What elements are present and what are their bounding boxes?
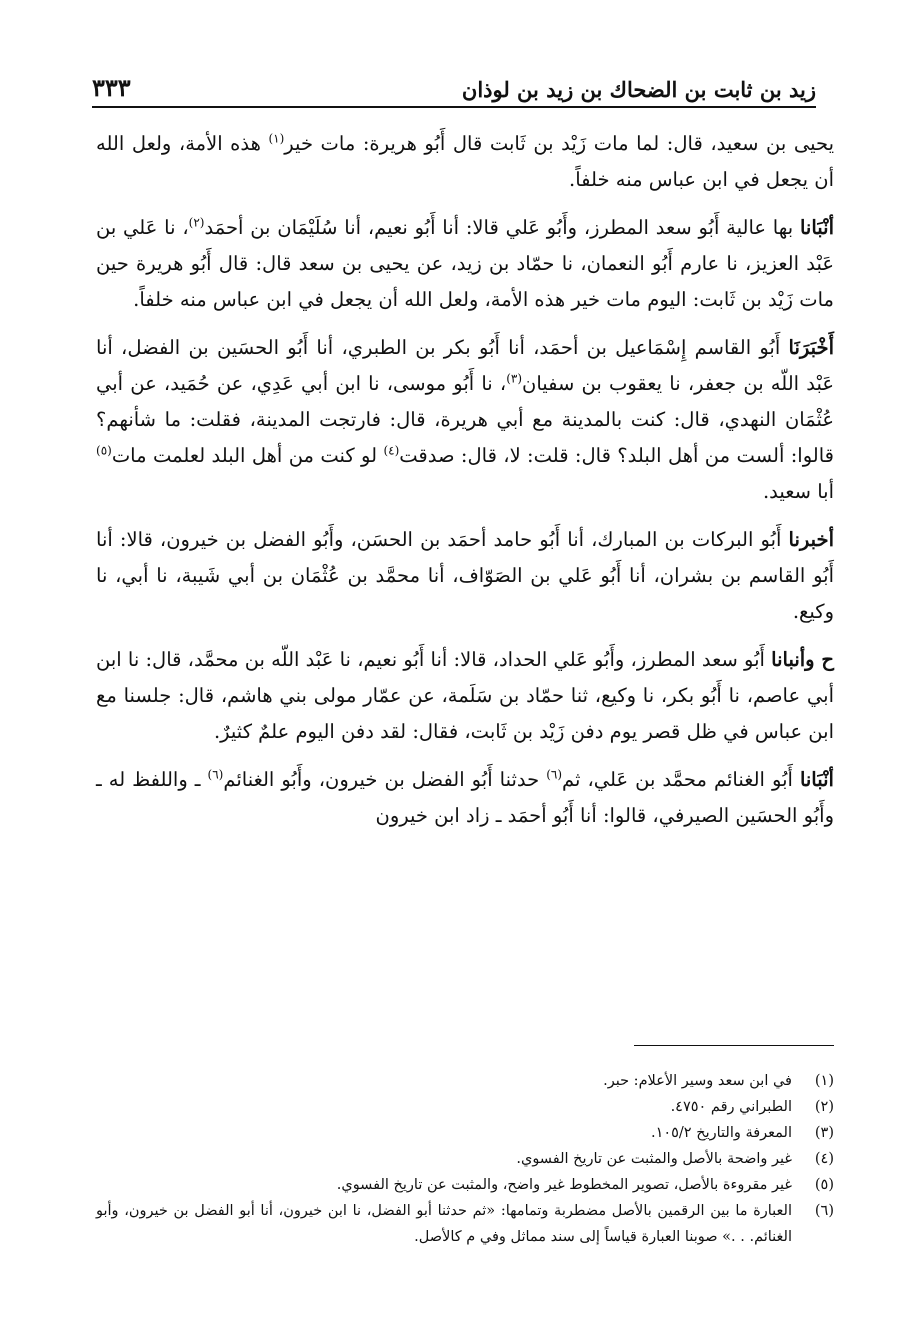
page-header — [92, 70, 816, 108]
paragraph — [96, 210, 834, 318]
footnote-number: (٣) — [814, 1125, 834, 1141]
paragraph — [96, 762, 834, 834]
footnote-reference: (١) — [268, 131, 285, 146]
paragraph — [96, 642, 834, 750]
footnote-reference: (٣) — [506, 371, 523, 386]
footnote-reference: (٢) — [188, 215, 205, 230]
paragraph — [96, 330, 834, 510]
paragraph-text: أبا سعيد. — [762, 480, 834, 503]
footnote — [96, 1146, 834, 1172]
footnote — [96, 1120, 834, 1146]
main-text — [96, 126, 834, 846]
page-number: ٣٣٣ — [92, 73, 131, 102]
paragraph-text: يحيى بن سعيد، قال: لما مات زَيْد بن ثَابت قال أَبُو هريرة: مات خير — [284, 132, 834, 155]
paragraph — [96, 126, 834, 198]
paragraph-lead-word: أنْبَانا — [799, 768, 834, 791]
paragraph-text: بها عالية أَبُو سعد المطرز، وأَبُو عَلي قالا: أنا أَبُو نعيم، أنا سُلَيْمَان بن أحمَد — [204, 216, 800, 239]
footnote-reference: (٤) — [383, 443, 400, 458]
paragraph-lead-word: ح وأنبانا — [771, 648, 834, 671]
footnote — [96, 1094, 834, 1120]
footnote-text: غير واضحة بالأصل والمثبت عن تاريخ الفسوي. — [516, 1151, 792, 1167]
paragraph-lead-word: أخبرنا — [788, 528, 834, 551]
footnote-text: في ابن سعد وسير الأعلام: حبر. — [603, 1073, 792, 1089]
footnote-reference: (٥) — [96, 443, 112, 458]
footnote-number: (١) — [814, 1073, 834, 1089]
footnote-number: (٦) — [814, 1203, 834, 1219]
paragraph-lead-word: أنْبَانا — [799, 216, 834, 239]
paragraph — [96, 522, 834, 630]
footnote-text: الطبراني رقم ٤٧٥٠. — [670, 1099, 792, 1115]
footnote — [96, 1172, 834, 1198]
paragraph-text: حدثنا أَبُو الفضل بن خيرون، وأَبُو الغنائم — [223, 768, 547, 791]
footnote-number: (٢) — [814, 1099, 834, 1115]
paragraph-text: ، نا عَلي بن عَبْد العزيز، نا عارم أَبُو النعمان، نا حمّاد بن زيد، عن يحيى بن سعد قال: قال أَبُو هريرة حين مات زَيْد بن ثَابت: اليوم مات خير هذه الأمة، ولعل الله أن يجعل في ابن عباس منه خلفاً. — [96, 216, 834, 311]
paragraph-text: ، نا أَبُو موسى، نا ابن أبي عَدِي، عن حُمَيد، عن أبي عُثْمَان النهدي، قال: كنت بالمدينة مع أبي هريرة، قال: فارتجت المدينة، فقلت: ما شأنهم؟ قالوا: ألست من أهل البلد؟ قال: قلت: لا، قال: صدقت — [96, 372, 835, 467]
paragraph-text: لو كنت من أهل البلد لعلمت مات — [111, 444, 384, 467]
footnote-number: (٤) — [814, 1151, 834, 1167]
paragraph-text: أَبُو البركات بن المبارك، أنا أَبُو حامد أحمَد بن الحسَن، وأَبُو الفضل بن خيرون، قالا: أنا أَبُو القاسم بن بشران، أنا أَبُو عَلي بن الصَوّاف، أنا محمَّد بن عُثْمَان بن أبي شَيبة، نا أبي، نا وكيع. — [96, 528, 834, 623]
footnote-reference: (٦) — [546, 767, 563, 782]
paragraph-text: أَبُو القاسم إِسْمَاعيل بن أحمَد، أنا أَبُو بكر بن الطبري، أنا أَبُو الحسَين بن الفضل، أنا عَبْد اللّه بن جعفر، نا يعقوب بن سفيان — [96, 336, 834, 395]
footnote-text: المعرفة والتاريخ ١٠٥/٢. — [650, 1125, 792, 1141]
paragraph-text: ـ واللفظ له ـ وأَبُو الحسَين الصيرفي، قالوا: أنا أَبُو أحمَد ـ زاد ابن خيرون — [96, 768, 834, 827]
footnote-text: العبارة ما بين الرقمين بالأصل مضطربة وتمامها: «ثم حدثنا أبو الفضل، نا ابن خيرون، أنا أبو الفضل بن خيرون، وأبو الغنائم. . .» صوبنا العبارة قياساً إلى سند مماثل وفي م كالأصل. — [96, 1203, 792, 1245]
footnote — [96, 1198, 834, 1250]
footnote-reference: (٦) — [207, 767, 224, 782]
paragraph-text: أَبُو الغنائم محمَّد بن عَلي، ثم — [562, 768, 800, 791]
footnotes — [96, 1068, 834, 1250]
running-title: زيد بن ثابت بن الضحاك بن زيد بن لوذان — [461, 77, 816, 102]
paragraph-text: هذه الأمة، ولعل الله أن يجعل في ابن عباس منه خلفاً. — [96, 132, 834, 191]
footnote-text: غير مقروءة بالأصل، تصوير المخطوط غير واضح، والمثبت عن تاريخ الفسوي. — [336, 1177, 792, 1193]
footnote-number: (٥) — [814, 1177, 834, 1193]
paragraph-text: أَبُو سعد المطرز، وأَبُو عَلي الحداد، قالا: أنا أَبُو نعيم، نا عَبْد اللّه بن محمَّد، قال: نا ابن أبي عاصم، نا أَبُو بكر، نا وكيع، ثنا حمّاد بن سَلَمة، عن عمّار مولى بني هاشم، قال: جلسنا مع ابن عباس في ظل قصر يوم دفن زَيْد بن ثَابت، فقال: لقد دفن اليوم علمٌ كثيرٌ. — [96, 648, 834, 743]
paragraph-lead-word: أَخْبَرَنَا — [788, 336, 834, 359]
footnote — [96, 1068, 834, 1094]
footnote-divider — [634, 1045, 834, 1046]
